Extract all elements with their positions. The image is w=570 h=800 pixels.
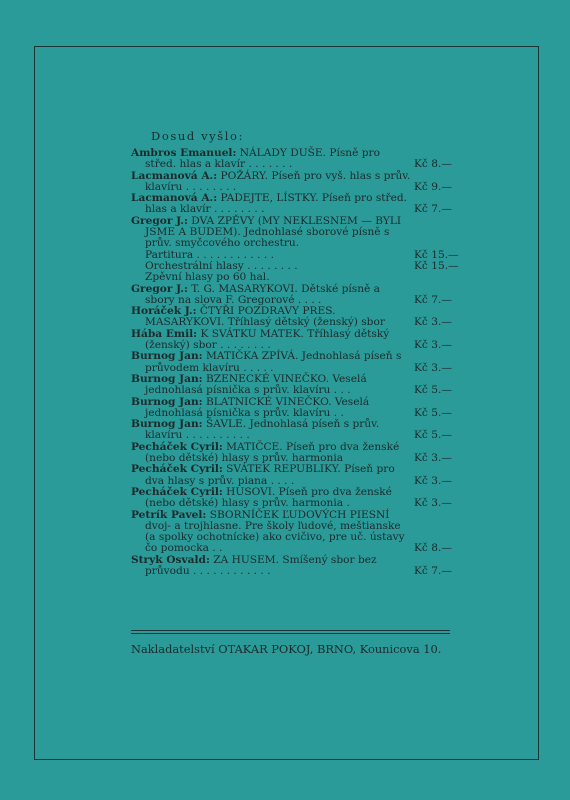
entry-title: SBORNÍČEK ĽUDOVÝCH PIESNÍ dvoj- a trojhlasne. Pre školy ľudové, meštianske (a spolky ochotnícke) ako cvičivo, pre uč. ústavy čo pomocka . . <box>145 508 405 555</box>
entry-description <box>131 419 412 442</box>
catalog-entry <box>131 351 456 374</box>
catalog-entry <box>131 329 456 352</box>
entry-description <box>131 306 412 329</box>
entry-author: Burnog Jan: <box>131 418 203 431</box>
entry-title: MATIČKA ZPÍVÁ. Jednohlasá píseň s průvodem klavíru . . . . . <box>145 350 402 374</box>
entry-author: Stryk Osvald: <box>131 553 210 566</box>
catalog-entry <box>131 306 456 329</box>
entry-title: MATIČCE. Píseň pro dva ženské (nebo dětské) hlasy s prův. harmonia <box>145 440 400 465</box>
entry-price: Kč 3.— <box>414 361 452 374</box>
entry-price: Kč 5.— <box>414 429 452 442</box>
entry-title: ZA HUSEM. Smíšený sbor bez průvodu . . . . . . . . . . . . <box>145 553 377 577</box>
entry-author: Pecháček Cyril: <box>131 485 223 498</box>
entry-title: DVA ZPĚVY (MY NEKLESNEM — BYLI JSME A BUDEM). Jednohlasé sborové písně s prův. smyčcového orchestru. <box>145 214 402 250</box>
entry-title: SVÁTEK REPUBLIKY. Píseň pro dva hlasy s prův. piana . . . . <box>145 463 395 487</box>
entry-price: Kč 9.— <box>414 180 452 193</box>
publisher-footer: Nakladatelství OTAKAR POKOJ, BRNO, Kounicova 10. <box>131 642 442 656</box>
entry-title: ŠAVLE. Jednohlasá píseň s prův. klavíru . . . . . . . . . . <box>145 418 380 442</box>
entry-description <box>131 397 412 420</box>
entry-price: Kč 3.— <box>414 452 452 465</box>
entry-description <box>131 351 412 374</box>
entry-title: POŽÁRY. Píseň pro vyš. hlas s prův. klavíru . . . . . . . . <box>145 169 411 193</box>
entry-description <box>131 284 412 307</box>
entry-title: Orchestrální hlasy . . . . . . . . <box>145 259 298 272</box>
entry-description <box>131 329 412 352</box>
entry-description <box>131 510 412 555</box>
entry-author: Burnog Jan: <box>131 395 203 408</box>
catalog-entry <box>131 487 456 510</box>
entry-price: Kč 7.— <box>414 564 452 577</box>
catalog-entry <box>131 510 456 555</box>
entry-description <box>131 555 412 578</box>
entry-price: Kč 8.— <box>414 542 452 555</box>
entry-author: Hába Emil: <box>131 327 198 340</box>
entry-price: Kč 3.— <box>414 497 452 510</box>
entry-description <box>131 171 412 194</box>
catalog-entry <box>131 148 456 171</box>
entry-price: Kč 5.— <box>414 406 452 419</box>
divider-top <box>131 630 450 631</box>
entry-price: Kč 3.— <box>414 316 452 329</box>
catalog-entry <box>131 464 456 487</box>
entry-author: Lacmanová A.: <box>131 169 218 182</box>
divider-bottom <box>131 633 450 634</box>
entry-description <box>131 464 412 487</box>
catalog-entry <box>131 419 456 442</box>
catalog-entry <box>131 216 456 250</box>
entry-author: Horáček J.: <box>131 305 197 318</box>
entry-description <box>131 374 412 397</box>
catalog-entry <box>131 171 456 194</box>
entry-description <box>131 148 412 171</box>
catalog-heading: Dosud vyšlo: <box>151 129 245 143</box>
entry-title: BLATNICKÉ VINEČKO. Veselá jednohlasá písnička s prův. klavíru . . <box>145 395 370 419</box>
entry-author: Burnog Jan: <box>131 350 203 363</box>
entry-author: Burnog Jan: <box>131 372 203 385</box>
entry-price: Kč 7.— <box>414 203 452 216</box>
entry-author: Pecháček Cyril: <box>131 463 223 476</box>
catalog-entry <box>131 555 456 578</box>
entry-author: Gregor J.: <box>131 214 188 227</box>
entry-title: HUSOVI. Píseň pro dva ženské (nebo dětské) hlasy s prův. harmonia . <box>145 485 392 510</box>
entry-price: Kč 3.— <box>414 474 452 487</box>
entry-title: Partitura . . . . . . . . . . . . <box>145 248 274 261</box>
entry-price: Kč 15.— <box>414 259 459 272</box>
entry-price: Kč 3.— <box>414 339 452 352</box>
entry-author: Petrík Pavel: <box>131 508 207 521</box>
entry-title: ČTYŘI POZDRAVY PRES. MASARYKOVI. Tříhlasý dětský (ženský) sbor <box>145 305 385 329</box>
entry-description <box>131 193 412 216</box>
catalog-list <box>131 129 459 577</box>
catalog-entry <box>131 374 456 397</box>
entry-description <box>131 216 412 250</box>
entry-title: NÁLADY DUŠE. Písně pro střed. hlas a klavír . . . . . . . <box>145 147 380 171</box>
entry-description <box>131 487 412 510</box>
entry-price: Kč 15.— <box>414 248 459 261</box>
entry-author: Lacmanová A.: <box>131 192 218 205</box>
entries-container <box>131 147 459 577</box>
entry-author: Ambros Emanuel: <box>131 147 237 159</box>
entry-author: Gregor J.: <box>131 282 188 295</box>
entry-title: Zpěvní hlasy po 60 hal. <box>145 271 270 284</box>
entry-title: BZENECKÉ VINEČKO. Veselá jednohlasá písnička s prův. klavíru . . . <box>145 372 367 397</box>
entry-description <box>131 442 412 465</box>
catalog-entry <box>131 193 456 216</box>
entry-author: Pecháček Cyril: <box>131 440 223 453</box>
entry-title: PADEJTE, LÍSTKY. Píseň pro střed. hlas a klavír . . . . . . . . <box>145 192 408 216</box>
entry-price: Kč 8.— <box>414 158 452 171</box>
entry-title: K SVÁTKU MATEK. Tříhlasý dětský (ženský) sbor . . . . . . . . <box>145 327 390 352</box>
entry-price: Kč 5.— <box>414 384 452 397</box>
entry-price: Kč 7.— <box>414 293 452 306</box>
catalog-entry <box>131 284 456 307</box>
entry-title: T. G. MASARYKOVI. Dětské písně a sbory na slova F. Gregorové . . . . <box>145 282 380 306</box>
catalog-entry <box>131 442 456 465</box>
catalog-entry <box>131 397 456 420</box>
